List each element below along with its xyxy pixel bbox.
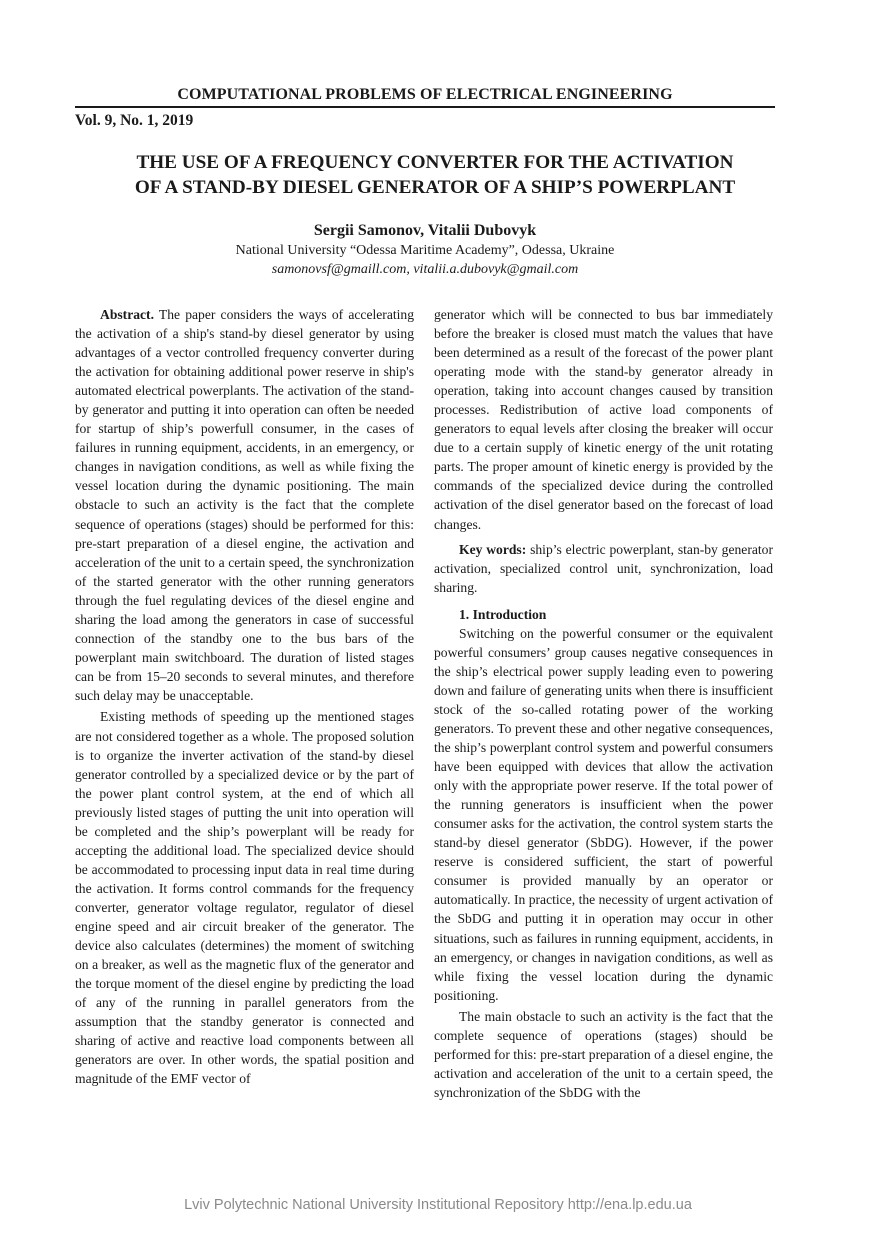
introduction-heading: 1. Introduction	[459, 606, 547, 622]
journal-title: COMPUTATIONAL PROBLEMS OF ELECTRICAL ENGINEERING	[177, 86, 673, 103]
right-column	[434, 305, 773, 1105]
article-title	[75, 150, 795, 200]
left-column	[75, 305, 414, 1091]
author-emails[interactable]: samonovsf@gmaill.com, vitalii.a.dubovyk@gmail.com	[271, 262, 579, 277]
abstract-paragraph-1	[75, 305, 414, 705]
abstract-paragraph-2-continued: generator which will be connected to bus bar immediately before the breaker is closed must match the values that have been determined as a result of the forecast of the power plant operating mode with the stand-by generator already in operation, taking into account changes caused by transition processes. Redistribution of active load components of generators to equal levels after closing the breaker will occur due to a certain supply of kinetic energy of the unit rotating parts. The proper amount of kinetic energy is provided by the commands of the specialized device during the controlled activation of the disel generator based on the forecast of load changes.	[434, 307, 773, 532]
header-rule	[75, 106, 775, 108]
keywords-paragraph	[434, 540, 773, 597]
introduction-paragraph-1: Switching on the powerful consumer or the equivalent powerful consumers’ group causes negative consequences in the ship’s electrical power supply leading even to powering down and failure of generating units when there is insufficient stock of the so-called rotating power of the working generators. To prevent these and other negative consequences, the ship’s powerplant control system and powerful consumers have been equipped with devices that allow the activation only with the appropriate power reserve. If the total power of the running generators is insufficient when the power consumer asks for the activation, the control system starts the stand-by diesel generator (SbDG). However, if the power reserve is considered sufficient, the start of powerful consumer is provided manually by an operator or automatically. In practice, the necessity of urgent activation of the SbDG and putting it in operation may occur in other situations, such as failures in running equipment, accidents, in an emergency, or changes in navigation conditions, as well as while fixing the vessel location during the dynamic positioning.	[434, 625, 773, 1003]
affiliation: National University “Odessa Maritime Academy”, Odessa, Ukraine	[235, 243, 615, 258]
volume-issue: Vol. 9, No. 1, 2019	[75, 112, 194, 129]
article-title-line-2: OF A STAND-BY DIESEL GENERATOR OF A SHIP’S POWERPLANT	[134, 177, 736, 198]
authors: Sergii Samonov, Vitalii Dubovyk	[313, 222, 537, 239]
abstract-paragraph-2: Existing methods of speeding up the mentioned stages are not considered together as a whole. The proposed solution is to organize the inverter activation of the stand-by diesel generator controlled by a specialized device or by the part of the power plant control system, at the end of which all previously listed stages of putting the unit into operation will be completed and the ship’s powerplant will be ready for accepting the additional load. The specialized device should be accommodated to processing input data in real time during the activation. It forms control commands for the frequency converter, generator voltage regulator, regulator of diesel engine speed and air circuit breaker of the generator. The device also calculates (determines) the moment of switching on a breaker, as well as the magnetic flux of the generator and the torque moment of the diesel engine by predicting the load of any of the running in parallel generators from the assumption that the standby generator is connected and sharing of active and reactive load components between all generators are over. In other words, the spatial position and magnitude of the EMF vector of	[75, 709, 414, 1087]
abstract-text-1: The paper considers the ways of accelerating the activation of a ship's stand-by diesel generator by using advantages of a vector controlled frequency converter during the activation for obtaining additional power reserve in ship's automated electrical powerplants. The activation of the stand-by generator and putting it into operation can often be needed for startup of ship’s powerfull consumer, in the cases of failures in running equipment, accidents, in an emergency, or changes in navigation conditions, as well as while fixing the vessel location during the dynamic positioning. The main obstacle to such an activity is the fact that the complete sequence of operations (stages) should be performed for this: pre-start preparation of a diesel engine, the activation and acceleration of the unit to a certain speed, the synchronization of the started generator with the other running generators through the fuel regulating devices of the diesel engine and sharing the load among the generators in case of successful connection of the standby one to the bus bars of the powerplant main switchboard. The duration of listed stages can be from 15–20 seconds to several minutes, and therefore such delay may be unacceptable.	[75, 307, 415, 703]
introduction-paragraph-2: The main obstacle to such an activity is the fact that the complete sequence of operations (stages) should be performed for this: pre-start preparation of a diesel engine, the activation and acceleration of the unit to a certain speed, the synchronization of the SbDG with the	[434, 1009, 773, 1101]
article-title-line-1: THE USE OF A FREQUENCY CONVERTER FOR THE ACTIVATION	[136, 152, 734, 173]
keywords-text: ship’s electric powerplant, stan-by generator activation, specialized control unit, synchronization, load sharing.	[434, 541, 774, 595]
abstract-label: Abstract.	[100, 307, 154, 322]
keywords-label: Key words:	[459, 541, 527, 557]
repository-footer[interactable]: Lviv Polytechnic National University Institutional Repository http://ena.lp.edu.ua	[184, 1197, 692, 1213]
